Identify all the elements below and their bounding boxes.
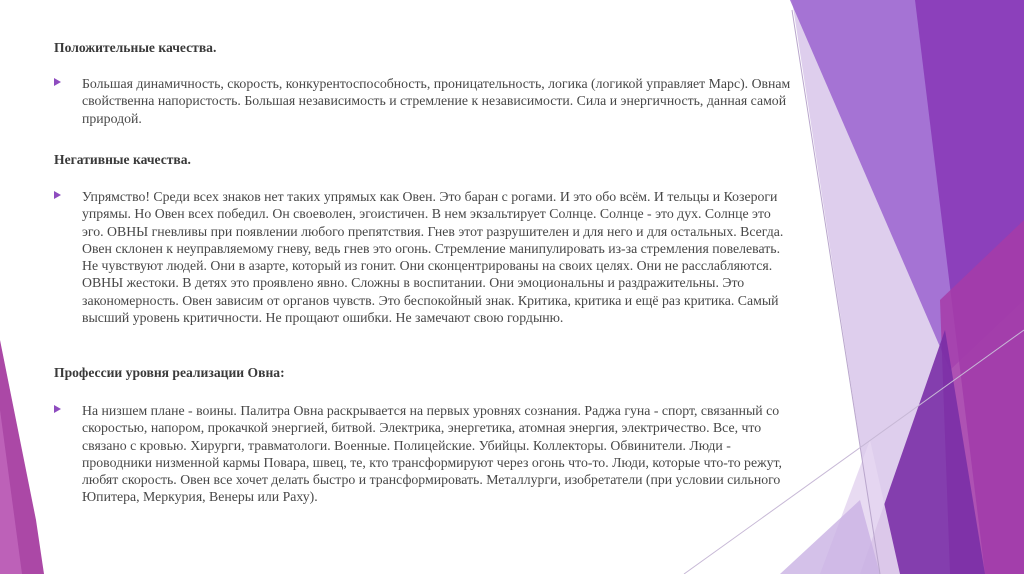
paragraph-positive: Большая динамичность, скорость, конкурентоспособность, проницательность, логика (логикой управляет Марс). Овнам свойственна напористость. Большая независимость и стремление к независимости. Сила и энергичность, данная самой природой. xyxy=(82,76,791,126)
paragraph-professions: На низшем плане - воины. Палитра Овна раскрывается на первых уровнях сознания. Раджа гуна - спорт, связанный со скоростью, напором, прокачкой энергией, битвой. Электрика, энергетика, атомная энергия, электричество. Все, что связано с кровью. Хирурги, травматологи. Военные. Полицейские. Убийцы. Коллекторы. Обвинители. Люди - проводники низменной кармы Повара, швец, те, кто трансформируют через огонь что-то. Люди, которые что-то режут, любят скорость. Овен все хочет делать быстро и трансформировать. Металлурги, изобретатели (при условии сильного Юпитера, Меркурия, Венеры или Раху). xyxy=(82,403,782,505)
heading-positive: Положительные качества. xyxy=(54,40,217,55)
bullet-triangle-icon xyxy=(54,191,61,199)
heading-professions: Профессии уровня реализации Овна: xyxy=(54,365,285,380)
paragraph-negative: Упрямство! Среди всех знаков нет таких упрямых как Овен. Это баран с рогами. И это обо всём. И тельцы и Козероги упрямы. Но Овен всех победил. Он своеволен, эгоистичен. В нем экзальтирует Солнце. Солнце - это дух. Солнце это эго. ОВНЫ гневливы при появлении любого препятствия. Гнев этот разрушителен и для него и для остальных. Всегда. Овен склонен к неуправляемому гневу, ведь гнев это огонь. Стремление манипулировать из-за стремления повелевать. Не чувствуют людей. Они в азарте, который из гонит. Они сконцентрированы на своих целях. Они не расслабляются. ОВНЫ жестоки. В детях это проявлено явно. Сложны в воспитании. Они эмоциональны и раздражительны. Это закономерность. Овен зависим от органов чувств. Это беспокойный знак. Критика, критика и ещё раз критика. Самый высший уровень критичности. Не прощают ошибки. Не замечают свою гордыню. xyxy=(82,189,784,326)
bullet-triangle-icon xyxy=(54,78,61,86)
bullet-negative xyxy=(54,188,794,326)
bullet-positive xyxy=(54,75,794,127)
bullet-professions xyxy=(54,402,794,506)
bullet-triangle-icon xyxy=(54,405,61,413)
heading-negative: Негативные качества. xyxy=(54,152,191,167)
